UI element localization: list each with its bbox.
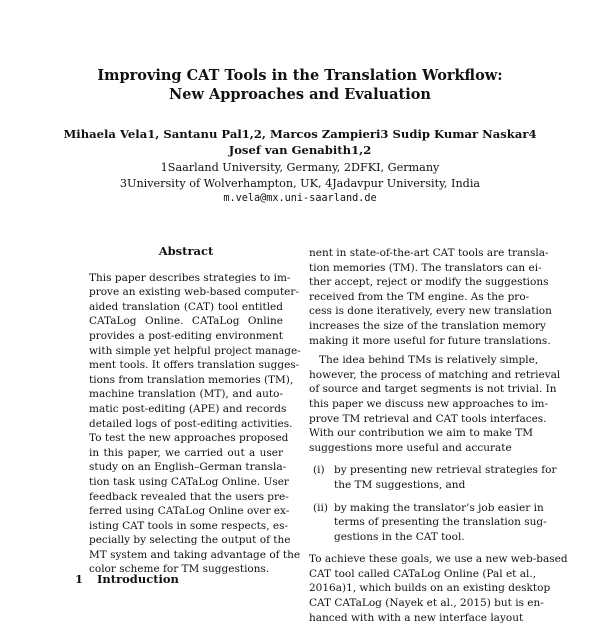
text-line: increases the size of the translation memory — [309, 319, 546, 332]
list-item-text — [334, 501, 547, 545]
text-line: hanced with with a new interface layout — [309, 611, 524, 624]
text-line: color scheme for TM suggestions. — [89, 563, 270, 576]
list-item — [309, 501, 547, 545]
text-line: ther accept, reject or modify the suggestions — [309, 276, 549, 289]
text-line: the TM suggestions, and — [334, 478, 466, 491]
text-line: isting CAT tools in some respects, es- — [89, 519, 289, 532]
text-line: study on an English–German transla- — [89, 461, 287, 474]
authors-line-1: Mihaela Vela1, Santanu Pal1,2, Marcos Zampieri3 Sudip Kumar Naskar4 — [63, 127, 537, 141]
text-line: matic post-editing (APE) and records — [89, 402, 287, 415]
text-line: terms of presenting the translation sug- — [334, 516, 547, 529]
text-line: making it more useful for future translations. — [309, 334, 551, 347]
title-line-2: New Approaches and Evaluation — [169, 86, 431, 103]
text-line: suggestions more useful and accurate — [309, 441, 512, 454]
text-line: by making the translator’s job easier in — [334, 501, 544, 514]
affiliation-line-1: 1Saarland University, Germany, 2DFKI, Germany — [160, 161, 440, 174]
text-line: pecially by selecting the output of the — [89, 534, 291, 547]
text-line: 2016a)1, which builds on an existing desktop — [309, 582, 551, 595]
paragraph-goals — [309, 552, 568, 625]
affiliation-line-2: 3University of Wolverhampton, UK, 4Jadavpur University, India — [119, 177, 481, 190]
section-title: Introduction — [97, 572, 179, 586]
list-item-label: (ii) — [313, 501, 328, 514]
text-line: by presenting new retrieval strategies for — [334, 464, 557, 477]
text-line: aided translation (CAT) tool entitled — [89, 300, 283, 313]
authors-line-2: Josef van Genabith1,2 — [228, 143, 372, 157]
text-line: gestions in the CAT tool. — [334, 530, 465, 543]
text-line: nent in state-of-the-art CAT tools are transla- — [309, 247, 549, 259]
paragraph-tm-intro — [309, 246, 552, 348]
text-line: With our contribution we aim to make TM — [309, 427, 533, 440]
text-line: MT system and taking advantage of the — [89, 548, 301, 561]
text-line: tion task using CATaLog Online. User — [89, 475, 289, 488]
title-line-1: Improving CAT Tools in the Translation Workflow: — [97, 67, 503, 84]
author-list — [60, 126, 540, 158]
text-line: in this paper, we carried out a user — [89, 446, 283, 459]
text-line: with simple yet helpful project manage- — [89, 344, 301, 357]
text-line: of source and target segments is not trivial. In — [309, 383, 557, 396]
text-line: CAT CATaLog (Nayek et al., 2015) but is en- — [309, 597, 544, 610]
text-line: cess is done iteratively, every new translation — [309, 305, 552, 318]
text-line: tion memories (TM). The translators can ei- — [309, 261, 542, 274]
left-column — [89, 244, 301, 577]
text-line: machine translation (MT), and auto- — [89, 388, 283, 401]
text-line: this paper we discuss new approaches to im- — [309, 397, 549, 410]
text-line: To test the new approaches proposed — [89, 432, 289, 445]
list-item-label: (i) — [313, 464, 325, 477]
text-line: however, the process of matching and retrieval — [309, 368, 561, 381]
abstract-body — [89, 271, 301, 577]
paper-title — [60, 66, 540, 104]
list-item-text — [334, 463, 557, 492]
text-line: ment tools. It offers translation sugges- — [89, 359, 300, 372]
text-line: ferred using CATaLog Online over ex- — [89, 505, 290, 518]
text-line: prove TM retrieval and CAT tools interfaces. — [309, 412, 547, 425]
text-line: detailed logs of post-editing activities. — [89, 417, 293, 430]
text-line: received from the TM engine. As the pro- — [309, 290, 530, 303]
section-number: 1 — [75, 572, 84, 586]
paragraph-tm-idea — [309, 353, 561, 455]
section-heading-introduction — [75, 572, 179, 586]
affiliations — [60, 160, 540, 192]
text-line: feedback revealed that the users pre- — [89, 490, 289, 503]
text-line: This paper describes strategies to im- — [89, 271, 291, 284]
text-line: CATaLog Online. CATaLog Online — [89, 315, 283, 328]
text-line: tions from translation memories (TM), — [89, 373, 294, 386]
text-line: To achieve these goals, we use a new web-based — [309, 553, 568, 566]
right-column — [309, 246, 568, 625]
text-line: The idea behind TMs is relatively simple, — [319, 354, 539, 367]
contact-email: m.vela@mx.uni-saarland.de — [223, 193, 377, 204]
abstract-heading: Abstract — [158, 244, 214, 258]
list-item — [309, 463, 557, 492]
text-line: CAT tool called CATaLog Online (Pal et al., — [309, 567, 537, 580]
text-line: prove an existing web-based computer- — [89, 286, 299, 299]
text-line: provides a post-editing environment — [89, 329, 283, 342]
